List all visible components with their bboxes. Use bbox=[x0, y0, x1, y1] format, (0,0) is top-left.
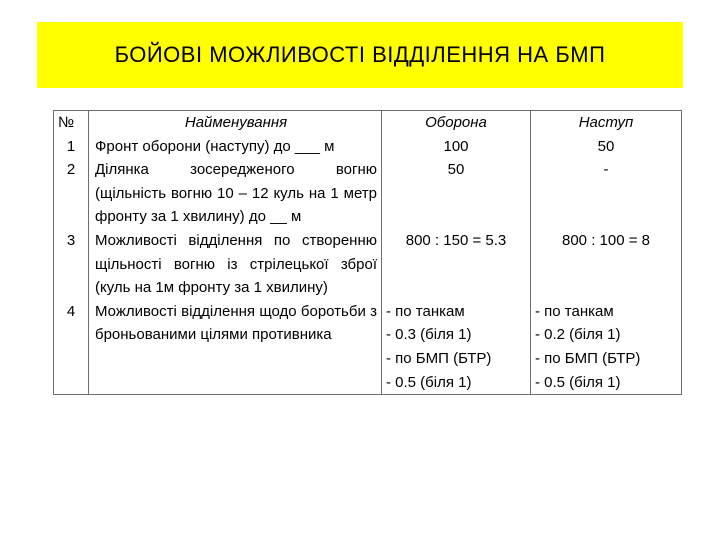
header-num: № bbox=[54, 111, 89, 135]
row-num: 4 bbox=[54, 300, 89, 395]
table-header-row bbox=[54, 111, 682, 135]
table-row bbox=[54, 229, 682, 300]
row-name-text: Фронт оборони (наступу) до ___ м bbox=[95, 137, 335, 155]
row-name bbox=[89, 135, 382, 159]
header-attack: Наступ bbox=[531, 111, 682, 135]
attack-line: - 0.2 (біля 1) bbox=[535, 326, 621, 344]
row-num: 3 bbox=[54, 229, 89, 300]
table-row bbox=[54, 158, 682, 229]
capabilities-table bbox=[53, 110, 682, 395]
row-attack: - bbox=[531, 158, 682, 229]
attack-line: - по БМП (БТР) bbox=[535, 349, 641, 367]
row-name: Можливості відділення по створенню щільності вогню із стрілецької зброї (куль на 1м фронту за 1 хвилину) bbox=[89, 229, 382, 300]
header-name: Найменування bbox=[89, 111, 382, 135]
row-defense bbox=[382, 300, 531, 395]
row-num: 2 bbox=[54, 158, 89, 229]
row-defense: 800 : 150 = 5.3 bbox=[382, 229, 531, 300]
defense-line: - по БМП (БТР) bbox=[386, 349, 492, 367]
attack-line: - 0.5 (біля 1) bbox=[535, 373, 621, 391]
defense-line: - 0.3 (біля 1) bbox=[386, 326, 472, 344]
attack-line: - по танкам bbox=[535, 302, 614, 320]
row-num: 1 bbox=[54, 135, 89, 159]
row-defense: 50 bbox=[382, 158, 531, 229]
row-name: Ділянка зосередженого вогню (щільність вогню 10 – 12 куль на 1 метр фронту за 1 хвилину) до __ м bbox=[89, 158, 382, 229]
row-attack bbox=[531, 300, 682, 395]
table-row bbox=[54, 300, 682, 395]
header-defense: Оборона bbox=[382, 111, 531, 135]
row-name: Можливості відділення щодо боротьби з броньованими цілями противника bbox=[89, 300, 382, 395]
page-title: БОЙОВІ МОЖЛИВОСТІ ВІДДІЛЕННЯ НА БМП bbox=[114, 42, 606, 67]
defense-line: - 0.5 (біля 1) bbox=[386, 373, 472, 391]
row-defense: 100 bbox=[382, 135, 531, 159]
row-attack: 50 bbox=[531, 135, 682, 159]
title-banner bbox=[37, 22, 683, 88]
table-row bbox=[54, 135, 682, 159]
row-attack: 800 : 100 = 8 bbox=[531, 229, 682, 300]
defense-line: - по танкам bbox=[386, 302, 465, 320]
